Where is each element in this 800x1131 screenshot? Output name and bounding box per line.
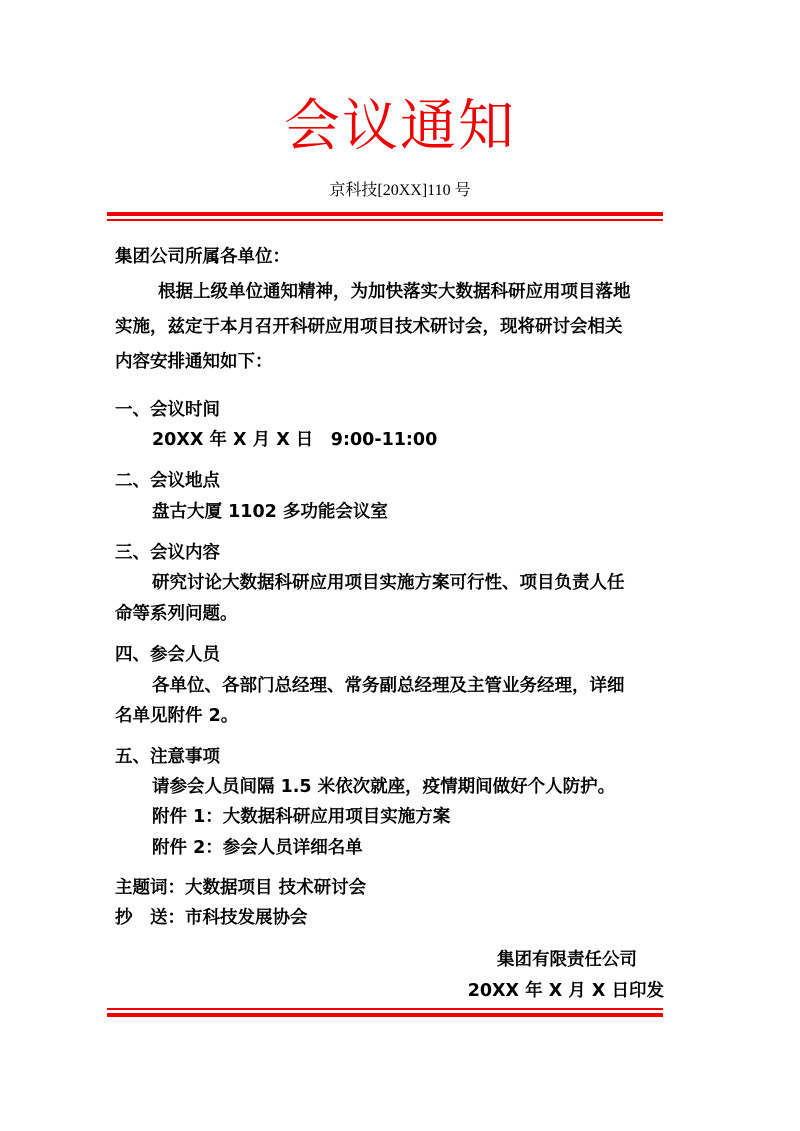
intro-line: 内容安排通知如下：: [115, 352, 273, 372]
section-heading: 一、会议时间: [115, 400, 220, 420]
document-title: 会议通知: [284, 94, 516, 159]
footer-divider-thin: [107, 1008, 663, 1010]
header-divider-thick: [107, 212, 663, 216]
section-line: 盘古大厦 1102 多功能会议室: [152, 502, 388, 522]
section-heading: 四、参会人员: [115, 645, 220, 665]
intro-line: 实施，兹定于本月召开科研应用项目技术研讨会，现将研讨会相关: [115, 317, 623, 337]
salutation: 集团公司所属各单位：: [115, 247, 290, 267]
section-line: 名单见附件 2。: [115, 706, 239, 726]
cc-line: 抄 送：市科技发展协会: [115, 908, 308, 928]
section-heading: 三、会议内容: [115, 543, 220, 563]
issue-date: 20XX 年 X 月 X 日印发: [467, 981, 664, 1001]
attachment-line: 附件 2：参会人员详细名单: [152, 838, 363, 858]
keywords: 主题词：大数据项目 技术研讨会: [115, 878, 367, 898]
attachment-line: 附件 1：大数据科研应用项目实施方案: [152, 807, 451, 827]
section-line: 20XX 年 X 月 X 日 9:00-11:00: [152, 430, 438, 450]
section-heading: 五、注意事项: [115, 747, 220, 767]
section-line: 请参会人员间隔 1.5 米依次就座，疫情期间做好个人防护。: [152, 777, 616, 797]
section-line: 研究讨论大数据科研应用项目实施方案可行性、项目负责人任: [152, 573, 625, 593]
footer-divider-thick: [107, 1013, 663, 1017]
section-heading: 二、会议地点: [115, 471, 220, 491]
section-line: 各单位、各部门总经理、常务副总经理及主管业务经理，详细: [152, 676, 625, 696]
intro-line: 根据上级单位通知精神，为加快落实大数据科研应用项目落地: [158, 282, 631, 302]
section-line: 命等系列问题。: [115, 604, 238, 624]
document-number: 京科技[20XX]110 号: [329, 182, 471, 199]
header-divider-thin: [107, 219, 663, 221]
issuer: 集团有限责任公司: [497, 950, 637, 970]
